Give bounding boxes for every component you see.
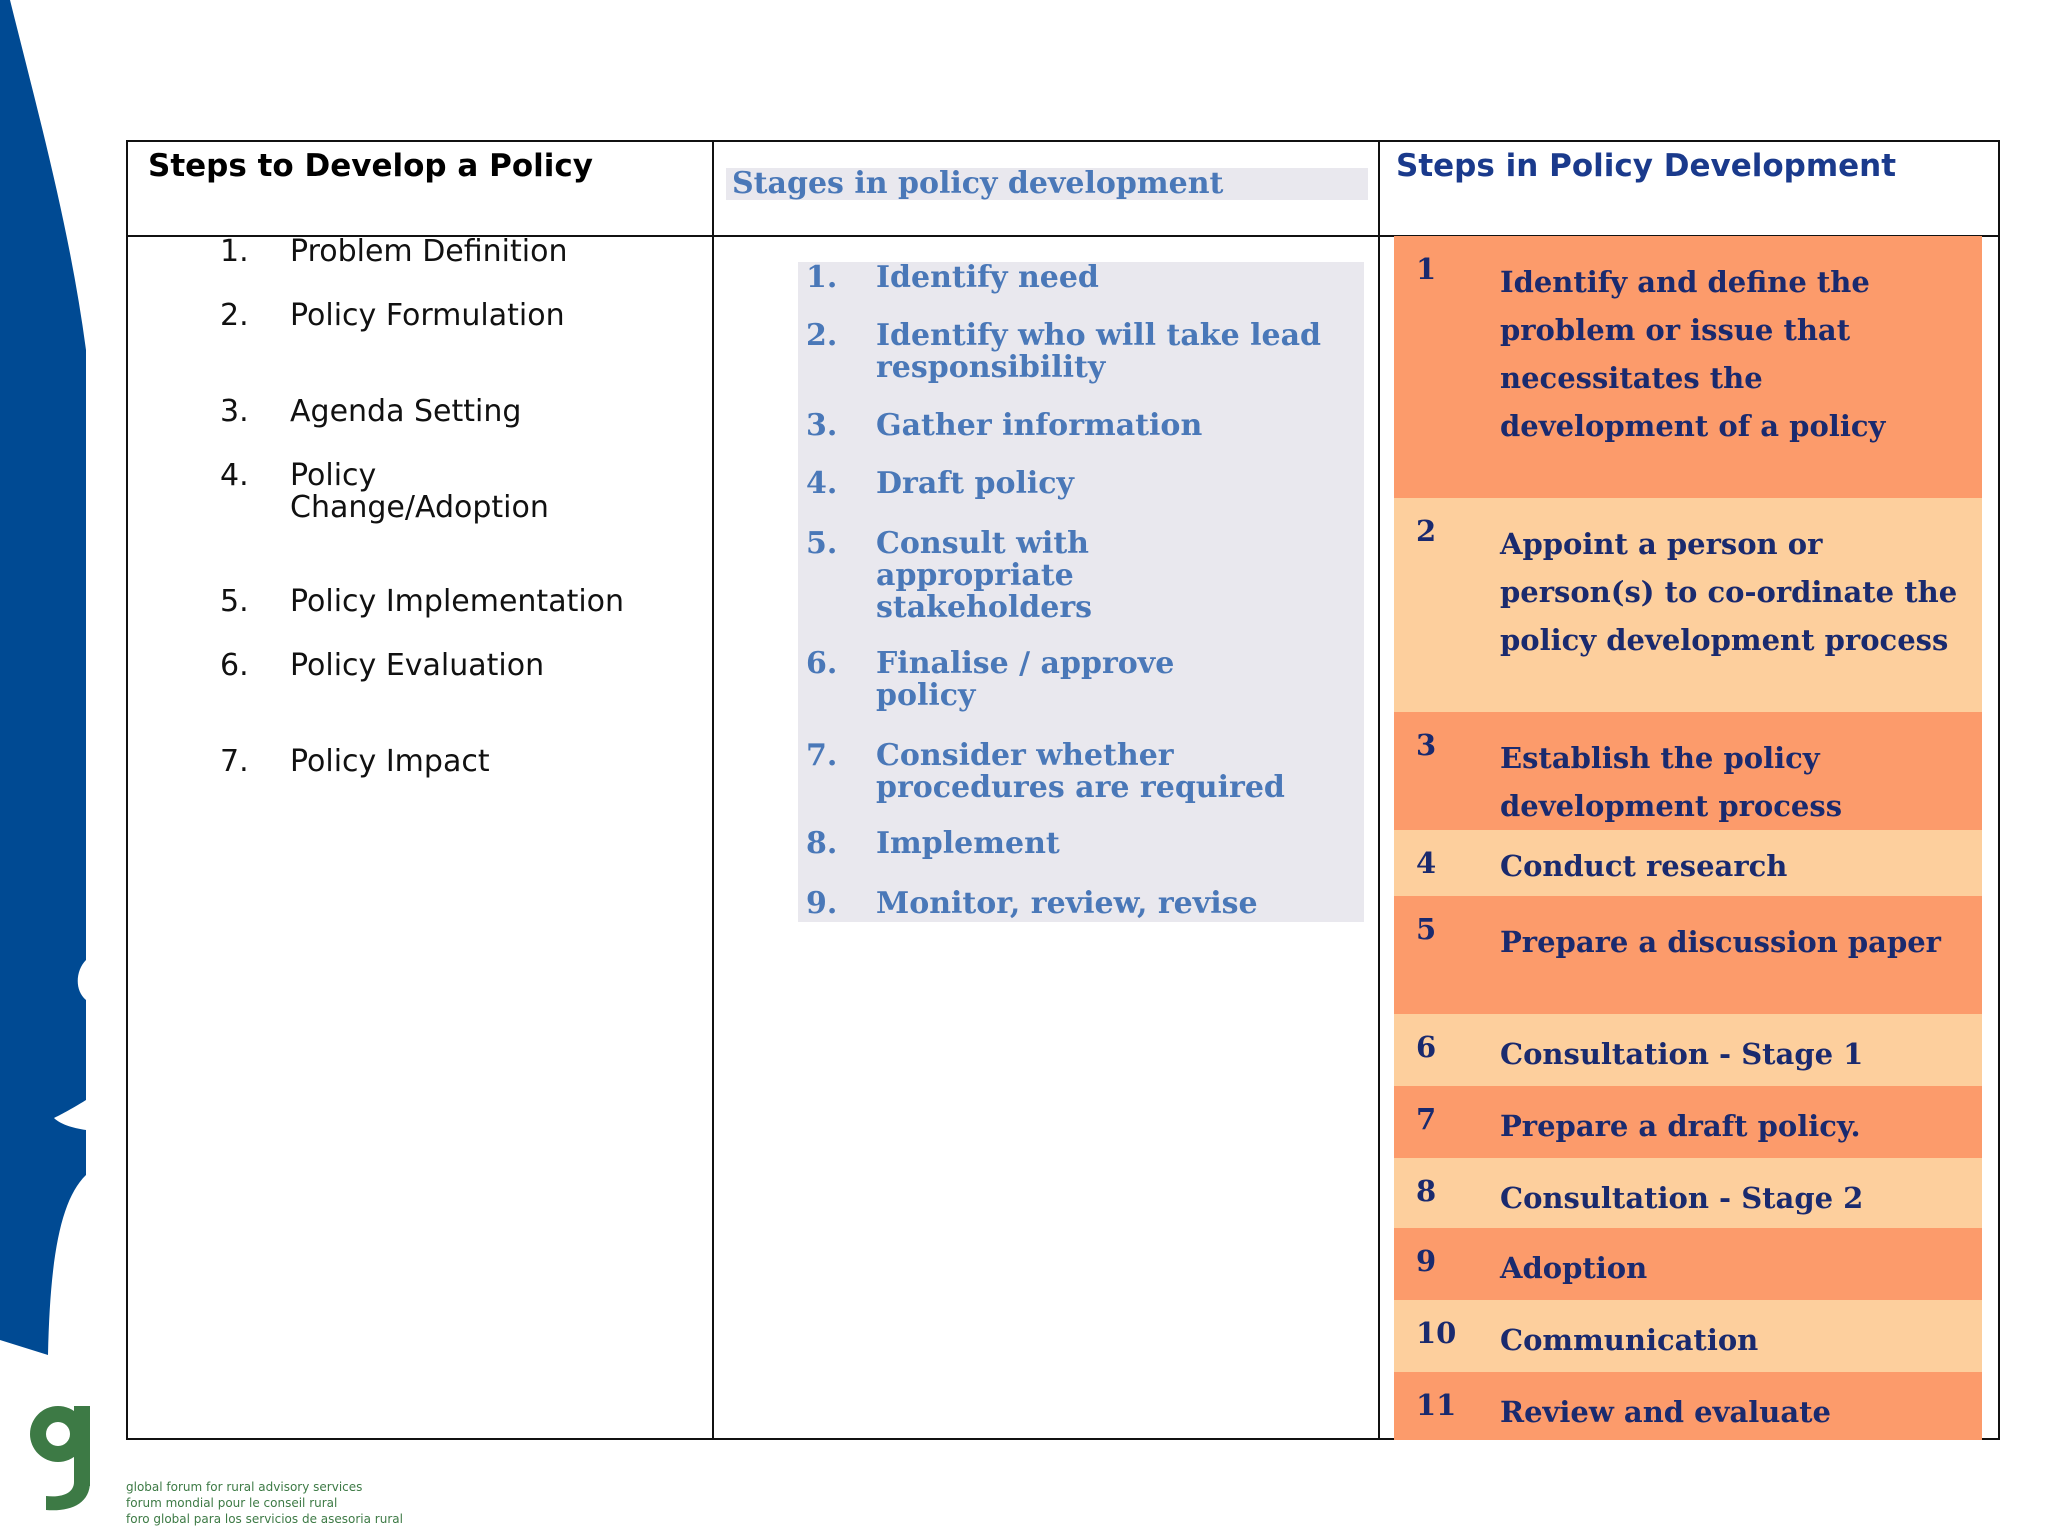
blue-side-shape xyxy=(0,0,110,1400)
table-row: 11 Review and evaluate xyxy=(1394,1372,1982,1440)
col3-header: Steps in Policy Development xyxy=(1396,148,1897,184)
list-item: 9. Monitor, review, revise xyxy=(806,886,1258,921)
logo-text-en: global forum for rural advisory services xyxy=(126,1480,363,1494)
list-item: 6. Finalise / approve policy xyxy=(806,646,1175,713)
list-item: 2. Policy Formulation xyxy=(220,298,565,333)
table-row: 5 Prepare a discussion paper xyxy=(1394,896,1982,1014)
list-item: 5. Policy Implementation xyxy=(220,584,625,619)
list-item: 4. Policy Change/Adoption xyxy=(220,458,549,525)
table-row: 9 Adoption xyxy=(1394,1228,1982,1300)
table-row: 6 Consultation - Stage 1 xyxy=(1394,1014,1982,1086)
stages-list xyxy=(798,262,1364,922)
table-row: 4 Conduct research xyxy=(1394,830,1982,896)
list-item: 8. Implement xyxy=(806,826,1060,861)
table-row: 3 Establish the policy development process xyxy=(1394,712,1982,830)
gfras-logo xyxy=(22,1396,403,1526)
table-row: 8 Consultation - Stage 2 xyxy=(1394,1158,1982,1228)
list-item: 2. Identify who will take lead responsibility xyxy=(806,318,1322,385)
list-item: 7. Consider whether procedures are required xyxy=(806,738,1285,805)
list-item: 5. Consult with appropriate stakeholders xyxy=(806,526,1093,625)
list-item: 7. Policy Impact xyxy=(220,744,490,779)
column-divider xyxy=(712,142,714,1438)
logo-text-fr: forum mondial pour le conseil rural xyxy=(126,1496,338,1510)
list-item: 1. Problem Definition xyxy=(220,234,568,269)
list-item: 4. Draft policy xyxy=(806,466,1074,501)
table-row: 1 Identify and define the problem or issue that necessitates the development of a policy xyxy=(1394,236,1982,498)
table-row: 2 Appoint a person or person(s) to co-ordinate the policy development process xyxy=(1394,498,1982,712)
list-item: 3. Agenda Setting xyxy=(220,394,522,429)
column-divider xyxy=(1378,142,1380,1438)
table-row: 10 Communication xyxy=(1394,1300,1982,1372)
list-item: 3. Gather information xyxy=(806,408,1203,443)
col1-header: Steps to Develop a Policy xyxy=(148,148,593,184)
list-item: 6. Policy Evaluation xyxy=(220,648,545,683)
policy-steps-table xyxy=(126,140,2000,1440)
table-row: 7 Prepare a draft policy. xyxy=(1394,1086,1982,1158)
col2-header: Stages in policy development xyxy=(726,168,1368,200)
g-logo-icon xyxy=(22,1396,102,1516)
list-item: 1. Identify need xyxy=(806,260,1099,295)
logo-text-es: foro global para los servicios de asesoria rural xyxy=(126,1512,403,1526)
